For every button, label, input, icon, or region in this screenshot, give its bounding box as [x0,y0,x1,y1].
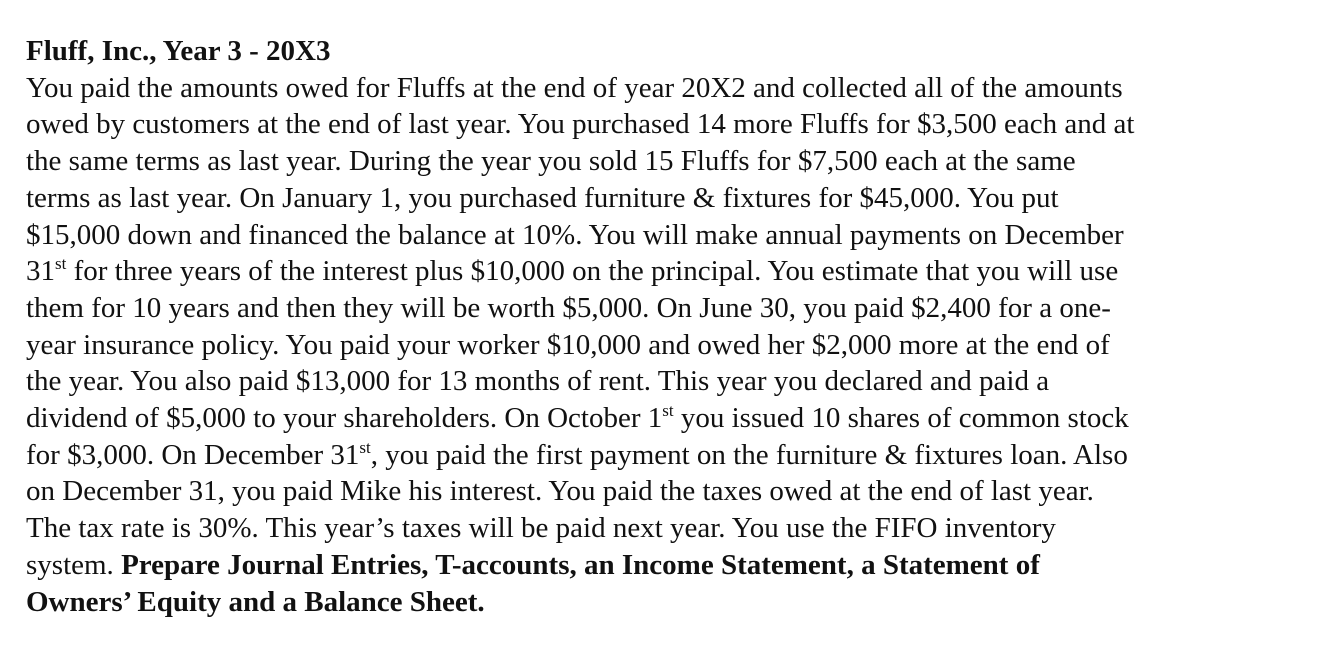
ordinal-superscript: st [662,401,674,421]
body-line: owed by customers at the end of last year. You purchased 14 more Fluffs for $3,500 each and at [26,108,1135,141]
body-line: the same terms as last year. During the year you sold 15 Fluffs for $7,500 each at the same [26,145,1076,178]
ordinal-superscript: st [359,437,371,457]
ordinal-superscript: st [55,254,67,274]
body-line: them for 10 years and then they will be worth $5,000. On June 30, you paid $2,400 for a one- [26,291,1111,324]
instructions-text: Prepare Journal Entries, T-accounts, an Income Statement, a Statement of [121,548,1040,581]
body-line: You paid the amounts owed for Fluffs at the end of year 20X2 and collected all of the amounts [26,71,1123,104]
problem-text [26,33,1306,620]
instructions-text: Owners’ Equity and a Balance Sheet. [26,585,485,618]
body-line [26,584,1306,621]
body-line: for $3,000. On December 31st, you paid the first payment on the furniture & fixtures loan. Also [26,437,1128,471]
body-line: dividend of $5,000 to your shareholders. On October 1st you issued 10 shares of common stock [26,401,1129,435]
document-title: Fluff, Inc., Year 3 - 20X3 [26,35,331,67]
body-line: year insurance policy. You paid your worker $10,000 and owed her $2,000 more at the end of [26,328,1110,361]
body-line: on December 31, you paid Mike his interest. You paid the taxes owed at the end of last year. [26,475,1094,508]
body-line: $15,000 down and financed the balance at 10%. You will make annual payments on December [26,218,1124,251]
body-line: The tax rate is 30%. This year’s taxes will be paid next year. You use the FIFO inventory [26,512,1056,545]
body-line: the year. You also paid $13,000 for 13 months of rent. This year you declared and paid a [26,365,1050,398]
body-line: terms as last year. On January 1, you purchased furniture & fixtures for $45,000. You put [26,181,1059,214]
body-line: system. Prepare Journal Entries, T-accounts, an Income Statement, a Statement of [26,548,1040,581]
body-line: 31st for three years of the interest plus $10,000 on the principal. You estimate that you will use [26,254,1119,288]
